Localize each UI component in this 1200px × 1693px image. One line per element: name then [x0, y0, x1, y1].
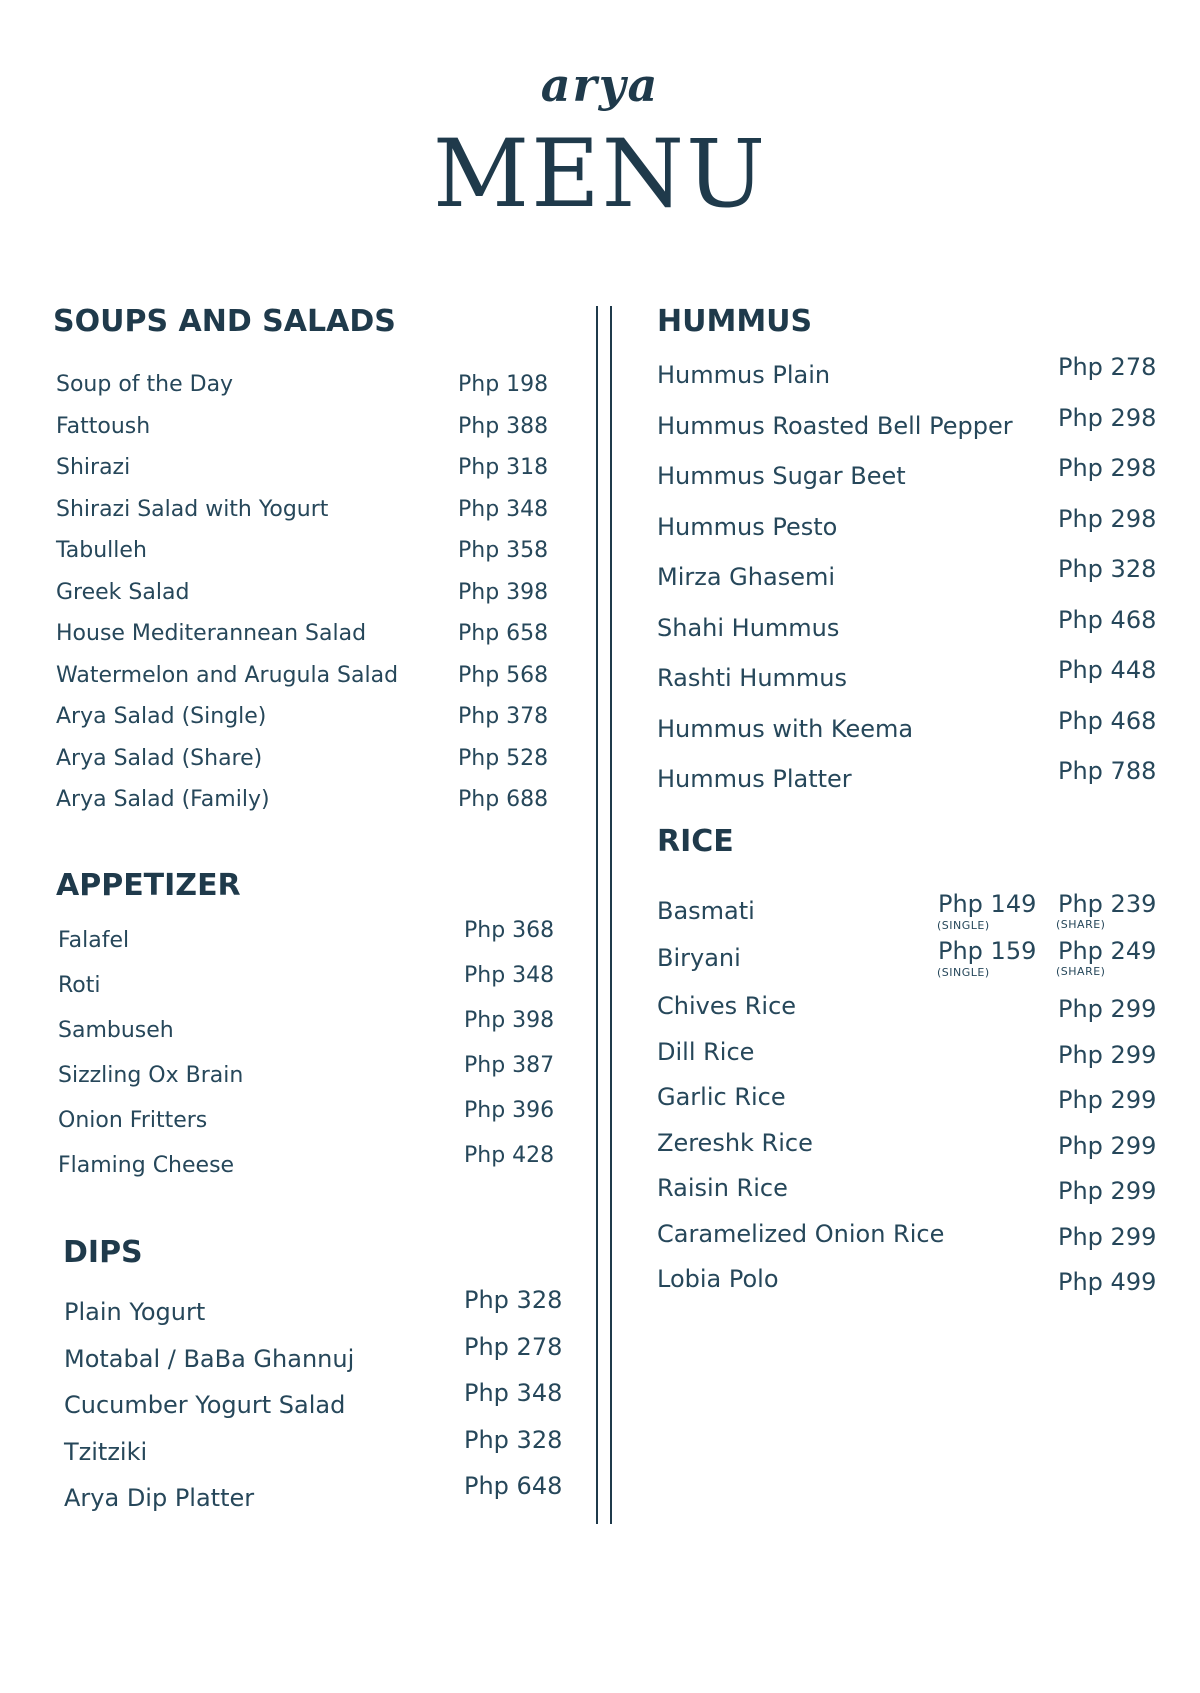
item-price: Php 468 — [1058, 706, 1157, 735]
item-name: Zereshk Rice — [657, 1128, 813, 1157]
item-price: Php 328 — [464, 1425, 563, 1454]
item-name: Lobia Polo — [657, 1265, 779, 1293]
item-price: Php 299 — [1058, 1177, 1157, 1205]
item-name: Soup of the Day — [56, 372, 234, 397]
item-price: Php 368 — [464, 918, 555, 943]
item-price: Php 328 — [1058, 555, 1157, 583]
item-name: Watermelon and Arugula Salad — [56, 662, 399, 688]
item-name: Fattoush — [56, 413, 151, 439]
item-name: Arya Salad (Share) — [56, 745, 263, 771]
item-name: Caramelized Onion Rice — [657, 1219, 945, 1248]
section-title-dips: DIPS — [63, 1235, 143, 1270]
item-name: Hummus Platter — [657, 765, 852, 793]
item-price: Php 348 — [464, 963, 555, 988]
item-price: Php 358 — [458, 538, 549, 563]
item-price: Php 398 — [464, 1008, 555, 1033]
item-name: Hummus Sugar Beet — [657, 462, 906, 490]
price-single: Php 159 — [938, 937, 1037, 965]
item-name: Flaming Cheese — [58, 1153, 235, 1178]
item-name: Cucumber Yogurt Salad — [64, 1391, 346, 1419]
item-price: Php 568 — [458, 662, 549, 688]
item-price: Php 688 — [458, 787, 549, 812]
item-price: Php 788 — [1058, 757, 1157, 785]
item-name: Arya Salad (Single) — [56, 704, 267, 729]
label-share: (SHARE) — [1056, 965, 1106, 978]
label-share: (SHARE) — [1056, 918, 1106, 931]
item-name: Greek Salad — [56, 579, 190, 605]
item-price: Php 348 — [464, 1379, 563, 1407]
item-price: Php 428 — [464, 1143, 555, 1168]
item-name: Shirazi Salad with Yogurt — [56, 496, 329, 522]
item-price: Php 468 — [1058, 605, 1157, 634]
item-name: House Mediterannean Salad — [56, 621, 367, 646]
price-single: Php 149 — [938, 890, 1037, 918]
item-name: Hummus Pesto — [657, 512, 838, 541]
item-price: Php 299 — [1058, 1086, 1157, 1114]
item-name: Basmati — [657, 897, 755, 925]
item-price: Php 658 — [458, 621, 549, 646]
item-price: Php 278 — [1058, 353, 1157, 381]
item-name: Raisin Rice — [657, 1174, 788, 1202]
item-price: Php 299 — [1058, 1222, 1157, 1251]
column-divider-left — [596, 306, 598, 1524]
item-name: Hummus with Keema — [657, 714, 914, 743]
item-price: Php 388 — [458, 413, 549, 439]
item-name: Dill Rice — [657, 1037, 755, 1066]
item-name: Shirazi — [56, 455, 131, 480]
item-name: Falafel — [58, 928, 130, 953]
item-name: Hummus Roasted Bell Pepper — [657, 411, 1013, 440]
item-price: Php 398 — [458, 579, 549, 605]
item-price: Php 318 — [458, 455, 549, 480]
item-price: Php 299 — [1058, 1040, 1157, 1069]
item-price: Php 387 — [464, 1053, 555, 1078]
item-price: Php 299 — [1058, 1131, 1157, 1160]
section-title-soups: SOUPS AND SALADS — [53, 304, 396, 339]
item-name: Biryani — [657, 944, 741, 972]
item-price: Php 198 — [458, 372, 549, 397]
item-name: Hummus Plain — [657, 361, 831, 389]
item-price: Php 396 — [464, 1098, 555, 1123]
brand-logo: arya — [540, 58, 660, 112]
label-single: (SINGLE) — [937, 966, 990, 979]
item-name: Onion Fritters — [58, 1108, 208, 1133]
item-price: Php 328 — [464, 1286, 563, 1314]
section-title-appetizer: APPETIZER — [56, 868, 241, 903]
item-price: Php 499 — [1058, 1268, 1157, 1296]
item-price: Php 278 — [464, 1332, 563, 1361]
menu-title: MENU — [432, 120, 768, 229]
item-name: Sizzling Ox Brain — [58, 1063, 244, 1088]
item-price: Php 378 — [458, 704, 549, 729]
item-name: Sambuseh — [58, 1018, 174, 1043]
item-name: Arya Dip Platter — [64, 1484, 255, 1512]
item-name: Garlic Rice — [657, 1083, 786, 1111]
item-name: Rashti Hummus — [657, 664, 848, 692]
item-name: Shahi Hummus — [657, 613, 840, 642]
item-name: Tzitziki — [64, 1437, 148, 1466]
item-price: Php 648 — [464, 1472, 563, 1500]
item-price: Php 348 — [458, 496, 549, 522]
item-name: Motabal / BaBa Ghannuj — [64, 1344, 355, 1373]
item-price: Php 448 — [1058, 656, 1157, 684]
item-price: Php 528 — [458, 745, 549, 771]
item-name: Roti — [58, 973, 101, 998]
item-name: Chives Rice — [657, 992, 797, 1020]
column-divider-right — [610, 306, 612, 1524]
price-share: Php 239 — [1058, 890, 1157, 918]
item-price: Php 298 — [1058, 403, 1157, 432]
item-name: Tabulleh — [56, 538, 147, 563]
item-price: Php 298 — [1058, 504, 1157, 533]
item-name: Mirza Ghasemi — [657, 563, 836, 591]
item-price: Php 299 — [1058, 995, 1157, 1023]
item-name: Plain Yogurt — [64, 1298, 206, 1326]
section-title-rice: RICE — [657, 824, 734, 859]
label-single: (SINGLE) — [937, 919, 990, 932]
price-share: Php 249 — [1058, 937, 1157, 965]
section-title-hummus: HUMMUS — [657, 304, 813, 339]
item-name: Arya Salad (Family) — [56, 787, 270, 812]
item-price: Php 298 — [1058, 454, 1157, 482]
